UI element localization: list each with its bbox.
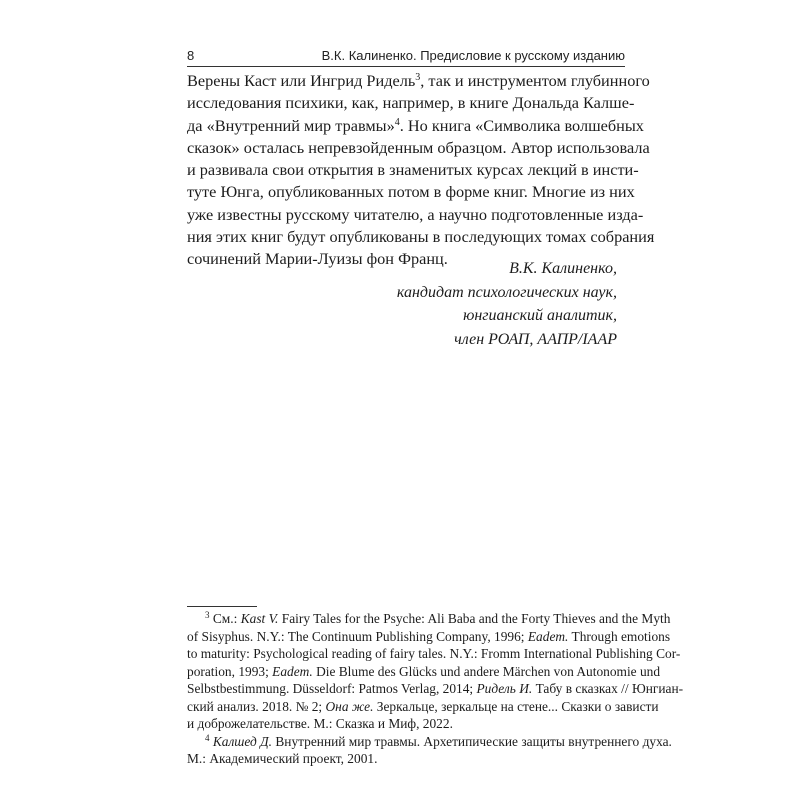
page-number: 8 bbox=[187, 48, 195, 63]
footnote-3-line-1 bbox=[187, 610, 671, 628]
footnote-text-segment: Fairy Tales for the Psyche: Ali Baba and the Forty Thieves and the Myth bbox=[278, 611, 671, 626]
body-line-2: исследования психики, как, например, в книге Дональда Калше- bbox=[187, 93, 635, 113]
body-text-segment: , так и инструментом глубинного bbox=[420, 71, 650, 90]
body-line-5: и развивала свои открытия в знаменитых курсах лекций в инсти- bbox=[187, 160, 639, 180]
footnote-text-segment: Die Blume des Glücks und andere Märchen von Autonomie und bbox=[312, 663, 661, 679]
header-rule bbox=[187, 66, 625, 67]
body-text-segment: Верены Каст или Ингрид Ридель bbox=[187, 71, 416, 90]
footnote-3-line-5 bbox=[187, 680, 684, 698]
signature-degree: кандидат психологических наук, bbox=[396, 283, 617, 301]
footnote-4-line-2: М.: Академический проект, 2001. bbox=[187, 751, 378, 766]
footnote-text-segment: of Sisyphus. N.Y.: The Continuum Publishing Company, 1996; bbox=[187, 628, 528, 644]
footnote-ref-4: 4 bbox=[394, 116, 400, 128]
footnote-4-number: 4 bbox=[205, 732, 210, 743]
running-title: В.К. Калиненко. Предисловие к русскому изданию bbox=[321, 48, 625, 63]
footnote-3-number: 3 bbox=[205, 610, 210, 620]
footnote-text-segment: poration, 1993; bbox=[187, 663, 273, 679]
footnote-3-line-7: и доброжелательстве. М.: Сказка и Миф, 2022. bbox=[187, 716, 453, 731]
footnote-3-line-4 bbox=[187, 663, 661, 681]
body-text-segment: . Но книга «Символика волшебных bbox=[399, 115, 644, 135]
body-line-7: уже известны русскому читателю, а научно подготовленные изда- bbox=[187, 204, 644, 224]
footnote-rule bbox=[187, 606, 257, 607]
footnote-ref-3: 3 bbox=[415, 72, 421, 83]
body-line-6: туте Юнга, опубликованных потом в форме книг. Многие из них bbox=[187, 182, 635, 202]
footnote-text-segment: Зеркальце, зеркальце на стене... Сказки о зависти bbox=[373, 698, 659, 714]
signature-membership: член РОАП, ААПР/IAAP bbox=[454, 331, 617, 349]
footnote-author: Ридель И. bbox=[476, 681, 533, 696]
signature-role: юнгианский аналитик, bbox=[463, 307, 617, 325]
footnote-3-line-2 bbox=[187, 628, 671, 646]
footnote-3-line-6 bbox=[187, 698, 659, 716]
footnote-4-line-1 bbox=[187, 732, 672, 751]
footnote-text-segment: Табу в сказках // Юнгиан- bbox=[532, 681, 684, 696]
footnote-author: Eadem. bbox=[272, 663, 313, 679]
body-line-9: сочинений Марии-Луизы фон Франц. bbox=[187, 249, 448, 269]
body-line-4: сказок» осталась непревзойденным образцом. Автор использовала bbox=[187, 137, 650, 157]
body-line-3 bbox=[187, 115, 644, 137]
footnote-text-segment: ский анализ. 2018. № 2; bbox=[187, 698, 326, 714]
footnote-text-segment: Through emotions bbox=[568, 628, 671, 644]
footnote-author: Kast V. bbox=[240, 611, 279, 626]
footnote-text-segment: Selbstbestimmung. Düsseldorf: Patmos Verlag, 2014; bbox=[187, 681, 477, 696]
author-signature bbox=[187, 257, 617, 352]
signature-name: В.К. Калиненко, bbox=[509, 260, 617, 277]
running-header bbox=[187, 47, 625, 65]
footnote-text-segment: См.: bbox=[212, 611, 241, 626]
body-text-segment: да «Внутренний мир травмы» bbox=[187, 115, 395, 135]
footnote-author: Калшед Д. bbox=[212, 733, 272, 749]
body-line-8: ния этих книг будут опубликованы в последующих томах собрания bbox=[187, 227, 655, 247]
footnote-author: Она же. bbox=[325, 698, 374, 714]
footnote-author: Eadem. bbox=[527, 628, 569, 644]
footnote-text-segment: Внутренний мир травмы. Архетипические защиты внутреннего духа. bbox=[272, 733, 672, 749]
body-paragraph bbox=[187, 70, 655, 271]
footnote-3-line-3: to maturity: Psychological reading of fairy tales. N.Y.: Fromm International Publishing Cor- bbox=[187, 646, 681, 661]
body-line-1 bbox=[187, 70, 650, 92]
footnotes bbox=[187, 610, 684, 768]
